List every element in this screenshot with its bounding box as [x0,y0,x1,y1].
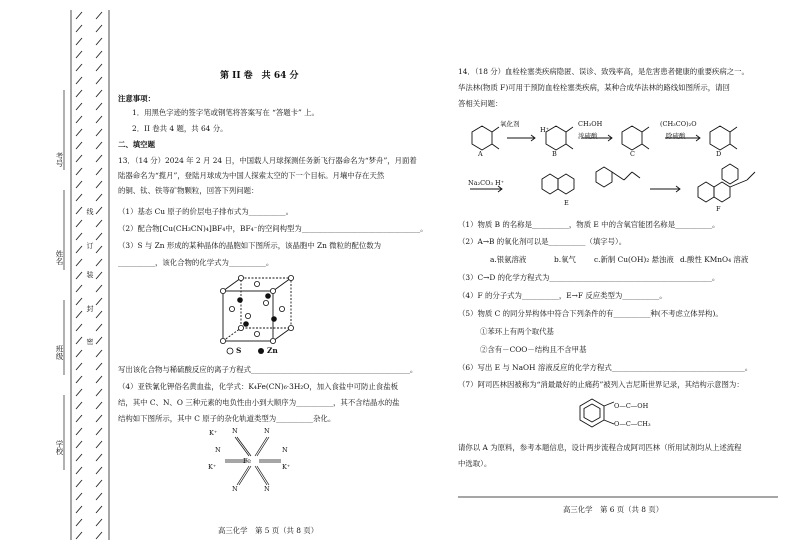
slash-mark [96,467,102,474]
q14-sub2: （2）A→B 的氧化剂可以是__________（填字号）。 [458,237,627,246]
option-d: d.酸性 KMnO₄ 溶液 [680,255,749,264]
q14-sub5: （5）物质 C 的同分异构体中符合下列条件的有__________种(不考虑立体异构)。 [458,309,723,318]
slash-mark [76,337,82,344]
fe-center: Fe [243,457,252,465]
slash-mark [76,51,82,58]
slash-mark [76,259,82,266]
slash-mark [96,415,102,422]
q13-line2: 陆器命名为“揽月”，登陆月球成为中国人探索太空的下一个目标。月壤中存在天然 [118,171,385,180]
slash-mark [96,220,102,227]
ferrocyanide-bonds [205,423,300,493]
slash-mark [96,259,102,266]
slash-mark [76,350,82,357]
slash-mark [76,532,82,539]
legend-zn-marker [257,347,265,355]
n-atom: N [232,427,238,435]
slash-mark [76,324,82,331]
seal-char: 订 [86,242,94,250]
slash-mark [96,363,102,370]
label-a: A [478,150,483,158]
slash-mark [76,402,82,409]
n-atom: N [282,446,288,454]
slash-mark [76,428,82,435]
q14-sub7: （7）阿司匹林因被称为“消最最好的止痛药”被列入吉尼斯世界记录，其结构示意图为： [458,380,744,389]
slash-mark [96,337,102,344]
slash-mark [76,181,82,188]
q13-sub3b: __________，该化合物的化学式为__________。 [118,258,274,267]
n-atom: N [264,485,270,493]
slash-mark [76,103,82,110]
slash-mark [76,389,82,396]
slash-mark [76,441,82,448]
slash-mark [76,12,82,19]
q14-design-line2: 中选取）。 [458,459,492,468]
q13-sub3a: （3）S 与 Zn 形成的某种晶体的晶胞如下图所示，该晶胞中 Zn 微粒的配位数为 [118,241,382,250]
slash-mark [96,12,102,19]
slash-mark [96,350,102,357]
label-e: E [564,199,569,207]
slash-mark [76,220,82,227]
slash-mark [96,389,102,396]
slash-mark [76,493,82,500]
slash-mark [76,506,82,513]
slash-mark [96,168,102,175]
q14-sub1: （1）物质 B 的名称是__________，物质 E 中的含氧官能团名称是__________。 [458,220,720,229]
slash-mark [96,194,102,201]
q13-ion-equation: 写出该化合物与稀硫酸反应的离子方程式___________________________________________。 [118,365,418,374]
slash-mark [96,272,102,279]
q14-sub4: （4）F 的分子式为__________，E→F 反应类型为__________。 [458,291,667,300]
q13-sub4c: 结构如下图所示，其中 C 原子的杂化轨道类型为__________杂化。 [118,414,336,423]
slash-mark [96,506,102,513]
q14-condition-2: ②含有－COO－结构且不含甲基 [480,345,587,354]
section-title: 二、填空题 [118,140,155,149]
label-f: F [716,205,721,213]
slash-mark [76,376,82,383]
slash-mark [96,103,102,110]
n-atom: N [264,427,270,435]
slash-mark [96,38,102,45]
slash-mark [76,519,82,526]
slash-mark [96,324,102,331]
k-ion: K⁺ [208,463,217,471]
q13-sub1: （1）基态 Cu 原子的价层电子排布式为__________。 [118,207,294,216]
k-ion: K⁺ [209,429,218,437]
q14-line3: 答相关问题： [458,99,503,108]
notes-title: 注意事项： [118,94,155,103]
slash-mark [76,64,82,71]
cond-ch3oh: CH₃OH [578,120,603,128]
unit-cell-diagram [218,274,310,344]
slash-mark [96,142,102,149]
legend-s-label: S [236,346,242,355]
n-atom: N [215,446,221,454]
slash-mark [96,428,102,435]
slash-mark [76,25,82,32]
slash-mark [96,233,102,240]
slash-mark [96,246,102,253]
footer-rule [458,496,788,500]
cond-oxidant: 氧化剂 [500,120,520,128]
slash-mark [76,129,82,136]
q14-sub6: （6）写出 E 与 NaOH 溶液反应的化学方程式____________________________________。 [458,363,753,372]
option-b: b.氧气 [554,255,576,264]
q13-line1: 13．（14 分）2024 年 2 月 24 日，中国载人月球探测任务新飞行器命名为“梦舟”，月面着 [118,156,417,165]
slash-mark [76,194,82,201]
slash-mark [76,246,82,253]
slash-mark [96,77,102,84]
cond-h-plus: H⁺ [540,126,550,134]
slash-mark [76,415,82,422]
cond-acid: 除硫酸 [666,132,686,140]
slash-mark [76,38,82,45]
binding-margin [0,0,112,550]
option-a: a.银氨溶液 [490,255,527,264]
legend-zn-label: Zn [267,346,278,355]
slash-mark [96,480,102,487]
cond-h-plus: H⁺ [495,179,505,187]
slash-mark [96,298,102,305]
name-label: 姓名 [55,250,64,265]
q13-sub4a: （4）亚铁氰化钾俗名黄血盐，化学式：K₄Fe(CN)₆·3H₂O，加入食盐中可防止食盐板 [118,382,398,391]
option-c: c.新制 Cu(OH)₂ 悬浊液 [594,255,674,264]
slash-mark [96,25,102,32]
q13-line3: 的铜、钛、铁等矿物颗粒，回答下列问题： [118,186,259,195]
cond-ac2o: (CH₃CO)₂O [660,120,697,128]
cond-h2so4: 浓硫酸 [578,132,598,140]
part-title: 第 II 卷 共 64 分 [220,71,299,81]
slash-mark [96,519,102,526]
cond-na2co3: Na₂CO₃ [468,179,494,187]
q13-sub4b: 结，其中 C、N、O 三种元素的电负性由小到大顺序为__________，其不含结晶水的盐 [118,398,400,407]
aspirin-carboxyl: O—C—OH [614,402,649,410]
slash-mark [96,376,102,383]
slash-mark [76,142,82,149]
seal-char: 线 [86,208,94,216]
q14-line1: 14．（18 分）血栓栓塞类疾病隐匿、误诊、致残率高，是危害患者健康的重要疾病之一。 [458,67,749,76]
slash-mark [76,233,82,240]
k-ion: K⁺ [282,463,291,471]
slash-mark [76,285,82,292]
slash-mark [96,402,102,409]
left-page-footer: 高三化学 第 5 页（共 8 页） [218,526,319,535]
note-1: 1．用黑色字迹的签字笔或钢笔将答案写在 “答题卡” 上。 [132,108,319,117]
slash-mark [76,467,82,474]
note-2: 2．II 卷共 4 题，共 64 分。 [132,124,228,133]
slash-mark [76,90,82,97]
slash-mark [76,298,82,305]
n-atom: N [232,485,238,493]
slash-mark [96,532,102,539]
label-b: B [552,150,557,158]
slash-mark [96,285,102,292]
slash-mark [76,363,82,370]
label-d: D [716,150,722,158]
q14-condition-1: ①苯环上有两个取代基 [480,327,554,336]
seal-char: 封 [86,305,94,313]
school-label: 学校 [55,440,64,455]
slash-mark [96,454,102,461]
slash-mark [96,116,102,123]
slash-mark [96,51,102,58]
slash-mark [76,207,82,214]
q14-line2: 华法林(物质 F)可用于预防血栓栓塞类疾病，某种合成华法林的路线如图所示，请回 [458,83,730,92]
slash-mark [96,441,102,448]
class-label: 班级 [55,345,64,360]
slash-mark [76,272,82,279]
legend-s-marker [226,347,234,355]
slash-mark [96,129,102,136]
slash-mark [76,116,82,123]
label-c: C [630,150,635,158]
right-page-footer: 高三化学 第 6 页（共 8 页） [563,505,664,514]
slash-mark [96,311,102,318]
slash-mark [96,90,102,97]
aspirin-acetyl: O—C—CH₃ [614,420,651,428]
seal-char: 密 [86,338,94,346]
slash-mark [76,480,82,487]
slash-mark [96,207,102,214]
slash-mark [76,155,82,162]
slash-mark [96,181,102,188]
slash-mark [96,64,102,71]
seal-char: 装 [86,271,94,279]
slash-mark [76,311,82,318]
aspirin-ring [574,396,618,432]
q14-sub3: （3）C→D 的化学方程式为____________________________________________。 [458,273,720,282]
q14-design-line1: 请你以 A 为原料，参考本题信息，设计两步流程合成阿司匹林（所用试剂均从上述流程 [458,443,742,452]
slash-mark [96,493,102,500]
exam-no-label: 考号 [55,152,64,167]
slash-mark [76,168,82,175]
slash-mark [96,155,102,162]
q13-sub2: （2）配合物[Cu(CH₃CN)₄]BF₄中，BF₄⁻的空间构型为________________________________。 [118,224,428,233]
slash-mark [76,454,82,461]
binding-dashes [0,0,112,550]
slash-mark [76,77,82,84]
